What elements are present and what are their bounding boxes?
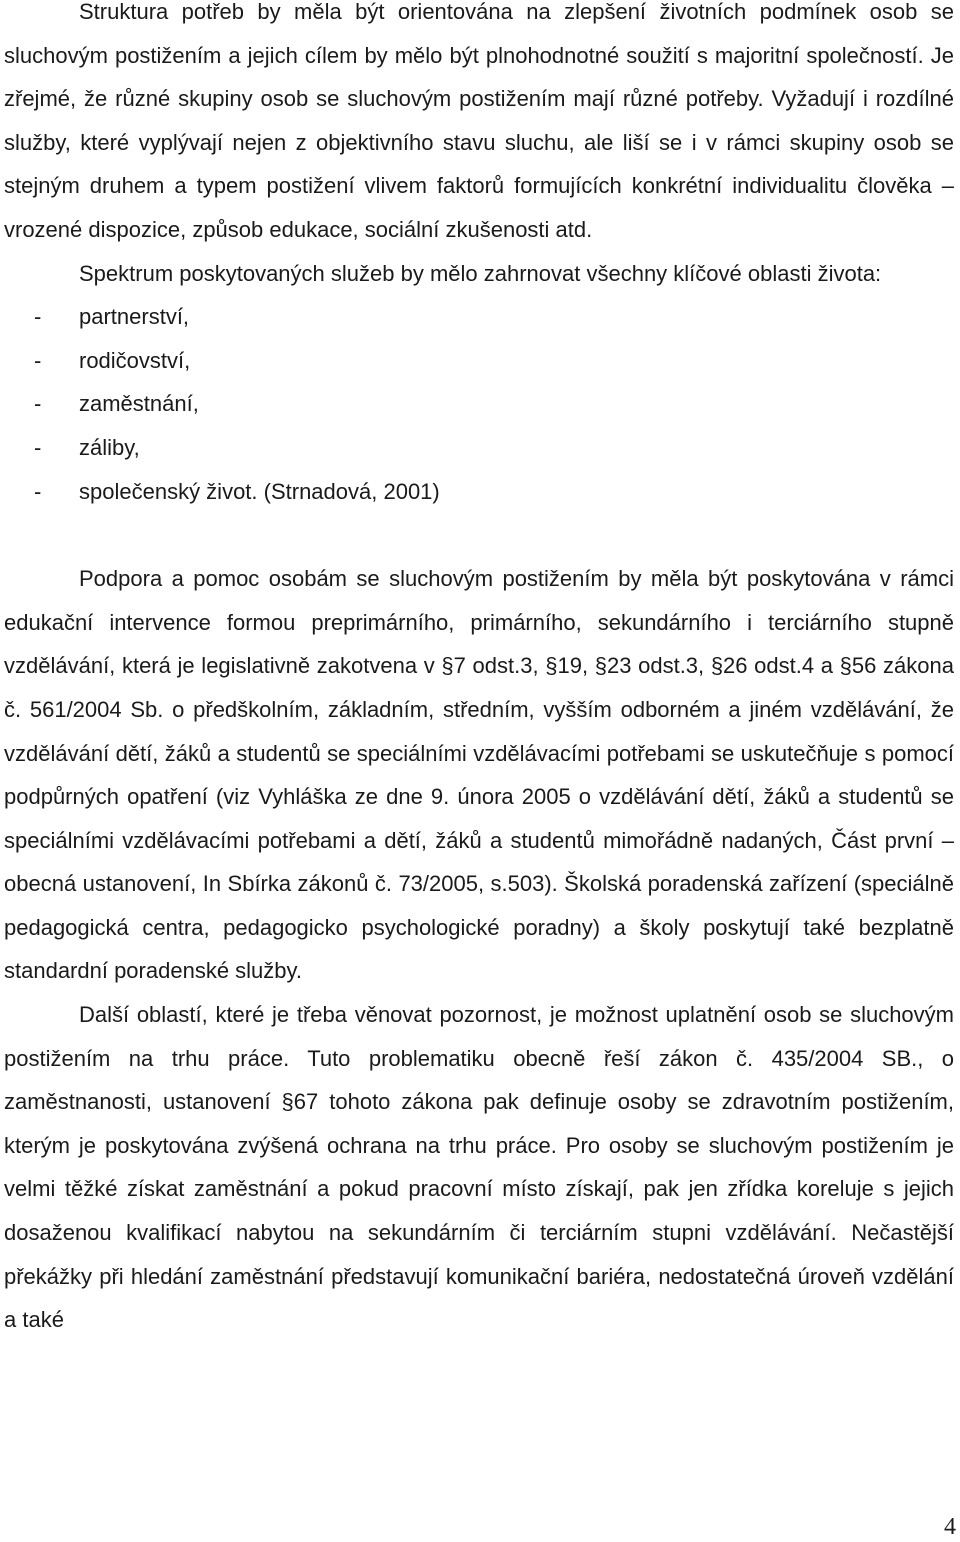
list-dash: - <box>34 478 42 504</box>
list-dash: - <box>34 434 42 460</box>
list-item <box>4 470 954 514</box>
list-item-text: záliby, <box>79 434 140 460</box>
life-areas-list <box>4 295 954 513</box>
page-number: 4 <box>944 1514 956 1540</box>
list-dash: - <box>34 304 42 330</box>
list-item-text: rodičovství, <box>79 347 191 373</box>
paragraph-spacer <box>4 513 954 557</box>
list-item-text: partnerství, <box>79 304 190 330</box>
paragraph-needs-structure: Struktura potřeb by měla být orientována na zlepšení životních podmínek osob se sluchovým postižením a jejich cílem by mělo být plnohodnotné soužití s majoritní společností. Je zřejmé, že různé skupiny osob se sluchovým postižením mají různé potřeby. Vyžadují i rozdílné služby, které vyplývají nejen z objektivního stavu sluchu, ale liší se i v rámci skupiny osob se stejným druhem a typem postižení vlivem faktorů formujících konkrétní individualitu člověka – vrozené dispozice, způsob edukace, sociální zkušenosti atd. <box>4 0 954 242</box>
paragraph-labor-market: Další oblastí, které je třeba věnovat pozornost, je možnost uplatnění osob se sluchovým postižením na trhu práce. Tuto problematiku obecně řeší zákon č. 435/2004 SB., o zaměstnanosti, ustanovení §67 tohoto zákona pak definuje osoby se zdravotním postižením, kterým je poskytována zvýšená ochrana na trhu práce. Pro osoby se sluchovým postižením je velmi těžké získat zaměstnání a pokud pracovní místo získají, pak jen zřídka koreluje s jejich dosaženou kvalifikací nabytou na sekundárním či terciárním stupni vzdělávání. Nečastější překážky při hledání zaměstnání představují komunikační bariéra, nedostatečná úroveň vzdělání a také <box>4 1002 954 1333</box>
list-item <box>4 426 954 470</box>
paragraph-support-education: Podpora a pomoc osobám se sluchovým postižením by měla být poskytována v rámci edukační intervence formou preprimárního, primárního, sekundárního i terciárního stupně vzdělávání, která je legislativně zakotvena v §7 odst.3, §19, §23 odst.3, §26 odst.4 a §56 zákona č. 561/2004 Sb. o předškolním, základním, středním, vyšším odborném a jiném vzdělávání, že vzdělávání dětí, žáků a studentů se speciálními vzdělávacími potřebami se uskutečňuje s pomocí podpůrných opatření (viz Vyhláška ze dne 9. února 2005 o vzdělávání dětí, žáků a studentů se speciálními vzdělávacími potřebami a dětí, žáků a studentů mimořádně nadaných, Část první – obecná ustanovení, In Sbírka zákonů č. 73/2005, s.503). Školská poradenská zařízení (speciálně pedagogická centra, pedagogicko psychologické poradny) a školy poskytují také bezplatně standardní poradenské služby. <box>4 566 954 984</box>
paragraph-services-spectrum: Spektrum poskytovaných služeb by mělo zahrnovat všechny klíčové oblasti života: <box>79 260 882 286</box>
document-page <box>4 0 954 1342</box>
list-item-text: zaměstnání, <box>79 391 199 417</box>
list-item <box>4 382 954 426</box>
list-dash: - <box>34 347 42 373</box>
list-item <box>4 339 954 383</box>
list-item <box>4 295 954 339</box>
list-dash: - <box>34 391 42 417</box>
list-item-text: společenský život. (Strnadová, 2001) <box>79 478 440 504</box>
